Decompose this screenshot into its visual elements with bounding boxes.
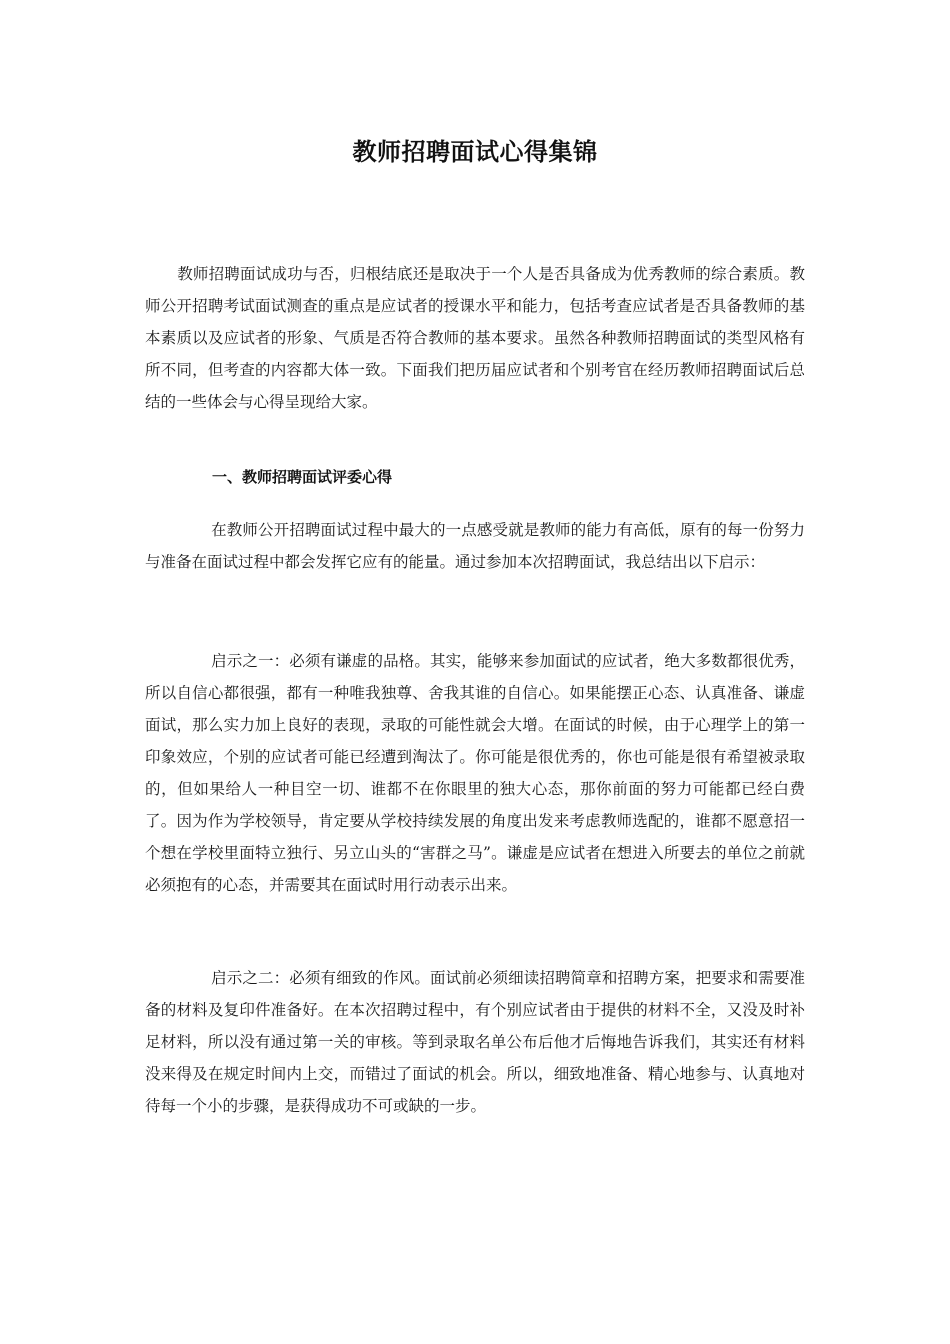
section-paragraph-2 — [145, 645, 805, 901]
intro-text: 教师招聘面试成功与否，归根结底还是取决于一个人是否具备成为优秀教师的综合素质。教师公开招聘考试面试测查的重点是应试者的授课水平和能力，包括考查应试者是否具备教师的基本素质以及应试者的形象、气质是否符合教师的基本要求。虽然各种教师招聘面试的类型风格有所不同，但考查的内容都大体一致。下面我们把历届应试者和个别考官在经历教师招聘面试后总结的一些体会与心得呈现给大家。 — [145, 265, 805, 411]
section-heading: 一、教师招聘面试评委心得 — [212, 468, 393, 486]
section-paragraph-1 — [145, 514, 805, 578]
document-title: 教师招聘面试心得集锦 — [352, 138, 598, 166]
section-paragraph-2-text: 启示之一：必须有谦虚的品格。其实，能够来参加面试的应试者，绝大多数都很优秀，所以自信心都很强，都有一种唯我独尊、舍我其谁的自信心。如果能摆正心态、认真准备、谦虚面试，那么实力加上良好的表现，录取的可能性就会大增。在面试的时候，由于心理学上的第一印象效应，个别的应试者可能已经遭到淘汰了。你可能是很优秀的，你也可能是很有希望被录取的，但如果给人一种目空一切、谁都不在你眼里的独大心态，那你前面的努力可能都已经白费了。因为作为学校领导，肯定要从学校持续发展的角度出发来考虑教师选配的，谁都不愿意招一个想在学校里面特立独行、另立山头的“害群之马”。谦虚是应试者在想进入所要去的单位之前就必须抱有的心态，并需要其在面试时用行动表示出来。 — [145, 652, 805, 894]
section-paragraph-3-text: 启示之二：必须有细致的作风。面试前必须细读招聘简章和招聘方案，把要求和需要准备的材料及复印件准备好。在本次招聘过程中，有个别应试者由于提供的材料不全，又没及时补足材料，所以没有通过第一关的审核。等到录取名单公布后他才后悔地告诉我们，其实还有材料没来得及在规定时间内上交，而错过了面试的机会。所以，细致地准备、精心地参与、认真地对待每一个小的步骤，是获得成功不可或缺的一步。 — [145, 969, 805, 1115]
intro-paragraph — [145, 258, 805, 418]
section-paragraph-1-text: 在教师公开招聘面试过程中最大的一点感受就是教师的能力有高低，原有的每一份努力与准备在面试过程中都会发挥它应有的能量。通过参加本次招聘面试，我总结出以下启示： — [145, 521, 805, 571]
section-paragraph-3 — [145, 962, 805, 1122]
